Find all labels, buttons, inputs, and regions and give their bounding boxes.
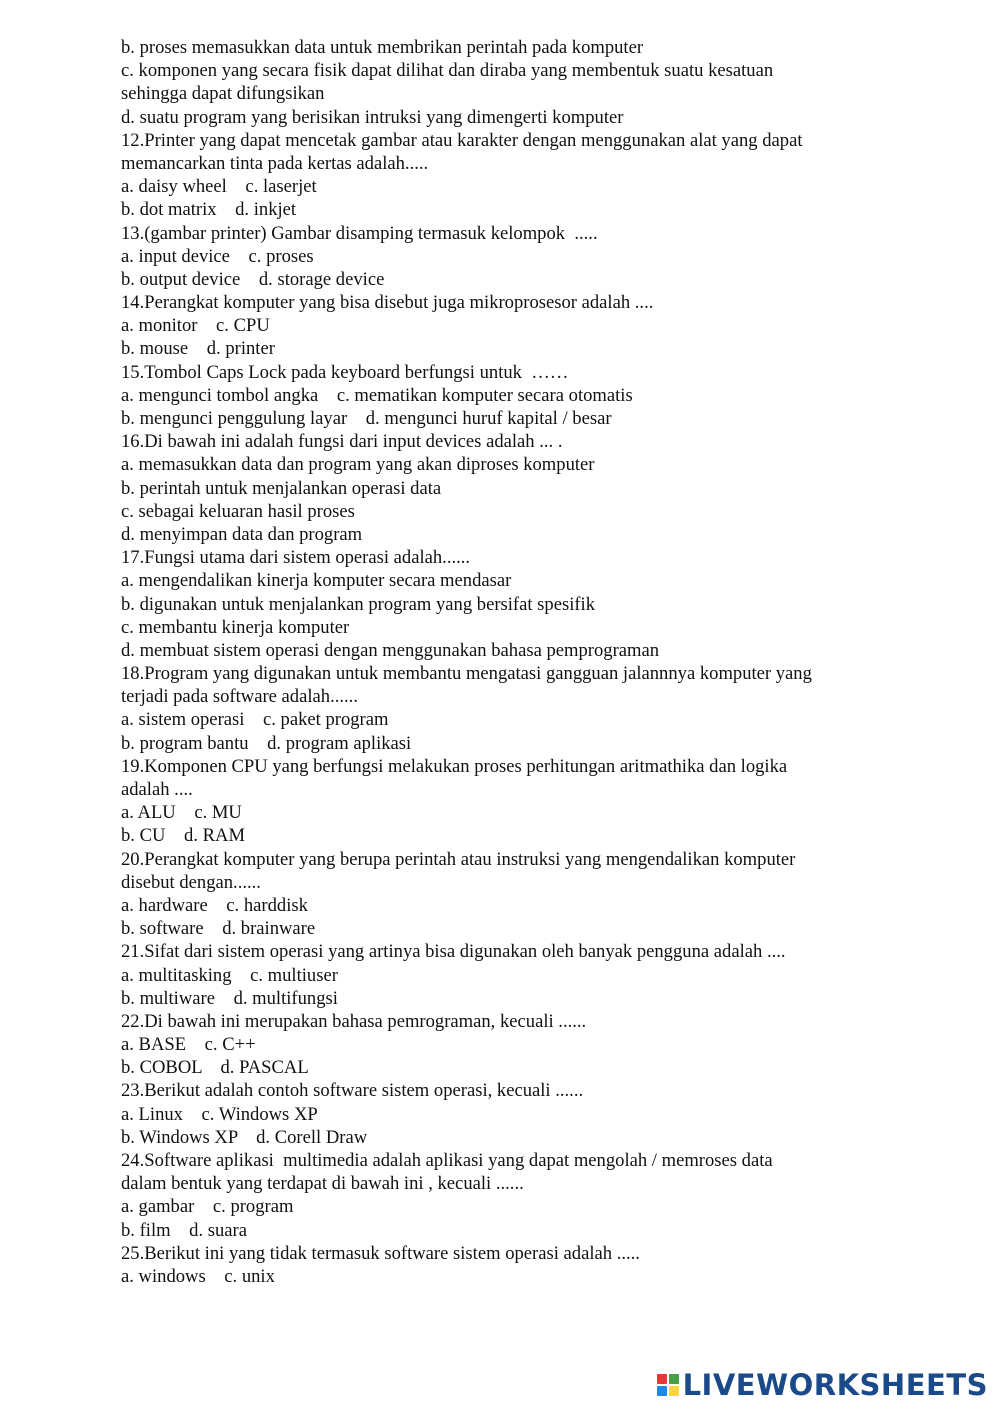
text-line: a. windows c. unix [121, 1265, 275, 1287]
text-line: 20.Perangkat komputer yang berupa perintah atau instruksi yang mengendalikan komputer [121, 848, 796, 870]
text-line: 12.Printer yang dapat mencetak gambar atau karakter dengan menggunakan alat yang dapat [121, 129, 803, 151]
text-line: a. ALU c. MU [121, 802, 242, 824]
text-line: a. mengendalikan kinerja komputer secara mendasar [121, 570, 512, 592]
text-line: 19.Komponen CPU yang berfungsi melakukan proses perhitungan aritmathika dan logika [121, 755, 788, 777]
text-line: b. mengunci penggulung layar d. mengunci huruf kapital / besar [121, 408, 612, 429]
text-line: b. program bantu d. program aplikasi [121, 732, 412, 754]
text-line: b. Windows XP d. Corell Draw [121, 1126, 368, 1148]
logo-square-green [669, 1374, 679, 1384]
text-line: 18.Program yang digunakan untuk membantu mengatasi gangguan jalannnya komputer yang [121, 663, 812, 685]
text-line: b. software d. brainware [121, 918, 316, 940]
text-line: dalam bentuk yang terdapat di bawah ini , kecuali ...... [121, 1173, 524, 1195]
text-line: 22.Di bawah ini merupakan bahasa pemrograman, kecuali ...... [121, 1010, 587, 1032]
watermark-text: LIVEWORKSHEETS [682, 1368, 988, 1402]
text-line: b. proses memasukkan data untuk membrikan perintah pada komputer [121, 37, 644, 58]
text-line: a. multitasking c. multiuser [121, 964, 338, 986]
text-line: c. membantu kinerja komputer [121, 616, 350, 638]
text-line: 15.Tombol Caps Lock pada keyboard berfungsi untuk …… [121, 361, 569, 383]
liveworksheets-watermark [657, 1368, 988, 1402]
text-line: c. sebagai keluaran hasil proses [121, 500, 355, 522]
text-line: adalah .... [121, 779, 193, 800]
text-line: b. digunakan untuk menjalankan program yang bersifat spesifik [121, 593, 596, 615]
text-line: 14.Perangkat komputer yang bisa disebut juga mikroprosesor adalah .... [121, 292, 654, 314]
text-line: 25.Berikut ini yang tidak termasuk software sistem operasi adalah ..... [121, 1242, 640, 1264]
text-line: b. output device d. storage device [121, 268, 385, 290]
text-line: b. mouse d. printer [121, 338, 275, 360]
text-line: b. perintah untuk menjalankan operasi data [121, 477, 442, 499]
text-line: memancarkan tinta pada kertas adalah..... [121, 152, 429, 174]
text-line: 13.(gambar printer) Gambar disamping termasuk kelompok ..... [121, 222, 598, 244]
logo-square-blue [657, 1386, 667, 1396]
text-line: b. COBOL d. PASCAL [121, 1057, 309, 1079]
text-line: a. daisy wheel c. laserjet [121, 176, 317, 198]
text-line: terjadi pada software adalah...... [121, 686, 358, 708]
text-line: d. membuat sistem operasi dengan menggunakan bahasa pemprograman [121, 639, 660, 661]
text-line: d. menyimpan data dan program [121, 523, 363, 545]
text-line: sehingga dapat difungsikan [121, 83, 325, 105]
text-line: c. komponen yang secara fisik dapat dilihat dan diraba yang membentuk suatu kesatuan [121, 60, 774, 82]
text-line: 16.Di bawah ini adalah fungsi dari input devices adalah ... . [121, 431, 563, 453]
text-line: a. hardware c. harddisk [121, 894, 308, 916]
text-line: disebut dengan...... [121, 871, 261, 893]
text-line: b. film d. suara [121, 1219, 247, 1241]
logo-square-yellow [669, 1386, 679, 1396]
text-line: d. suatu program yang berisikan intruksi yang dimengerti komputer [121, 106, 624, 128]
text-line: b. multiware d. multifungsi [121, 987, 338, 1009]
text-line: a. gambar c. program [121, 1196, 294, 1218]
liveworksheets-logo-icon [657, 1374, 679, 1396]
text-line: a. monitor c. CPU [121, 315, 270, 337]
text-line: a. Linux c. Windows XP [121, 1103, 318, 1125]
text-line: 17.Fungsi utama dari sistem operasi adalah...... [121, 547, 471, 569]
text-line: 21.Sifat dari sistem operasi yang artinya bisa digunakan oleh banyak pengguna adalah .... [121, 941, 786, 963]
text-line: 23.Berikut adalah contoh software sistem operasi, kecuali ...... [121, 1080, 584, 1102]
worksheet-text [121, 36, 921, 1288]
text-line: a. sistem operasi c. paket program [121, 709, 389, 731]
logo-square-red [657, 1374, 667, 1384]
text-line: a. memasukkan data dan program yang akan diproses komputer [121, 454, 595, 476]
text-line: a. BASE c. C++ [121, 1034, 256, 1056]
text-line: b. dot matrix d. inkjet [121, 199, 297, 221]
text-line: b. CU d. RAM [121, 825, 245, 847]
text-line: a. input device c. proses [121, 245, 314, 267]
text-line: a. mengunci tombol angka c. mematikan komputer secara otomatis [121, 384, 633, 406]
text-line: 24.Software aplikasi multimedia adalah aplikasi yang dapat mengolah / memroses data [121, 1150, 773, 1171]
